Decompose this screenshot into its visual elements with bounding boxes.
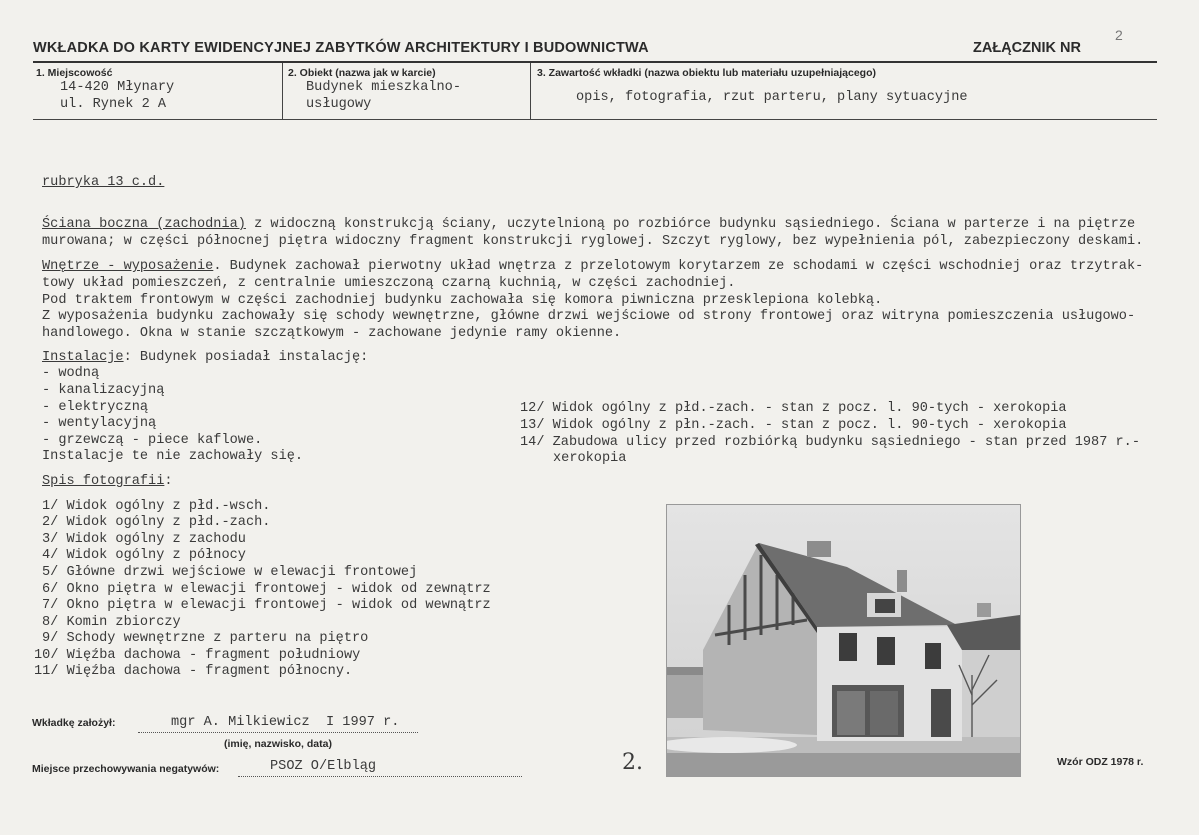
wall-text: z widoczną konstrukcją ściany, uczytelnioną po rozbiórce budynku sąsiedniego. Ściana w parterze i na piętrze	[245, 217, 1136, 232]
interior-paragraph-line2: towy układ pomieszczeń, z centralnie umieszczoną czarną kuchnią, w części zachodniej.	[42, 276, 736, 291]
fields-bottom-rule	[33, 119, 1157, 120]
attachment-label: ZAŁĄCZNIK NR	[973, 40, 1081, 56]
photo-list-item: 13/ Widok ogólny z płn.-zach. - stan z pocz. l. 90-tych - xerokopia	[520, 418, 1067, 433]
install-intro: : Budynek posiadał instalację:	[123, 350, 369, 365]
field-1-value-line2: ul. Rynek 2 A	[60, 97, 167, 112]
field-1-value-line1: 14-420 Młynary	[60, 80, 175, 95]
photo-number-handwritten: 2.	[622, 750, 643, 775]
photos-heading-line	[42, 474, 173, 489]
install-item: - grzewczą - piece kaflowe.	[42, 433, 263, 448]
wall-paragraph-line2: murowana; w części północnej piętra widoczny fragment konstrukcji ryglowej. Szczyt ryglowy, bez wypełnienia pól, zabezpieczony deskami.	[42, 234, 1144, 249]
interior-paragraph-line4: Z wyposażenia budynku zachowały się schody wewnętrzne, główne drzwi wejściowe od strony frontowej oraz witryna pomieszczenia usługowo-	[42, 309, 1136, 324]
photos-heading: Spis fotografii	[42, 474, 165, 489]
form-code: Wzór ODZ 1978 r.	[1057, 756, 1144, 768]
field-3-label: 3. Zawartość wkładki (nazwa obiektu lub materiału uzupełniającego)	[537, 67, 876, 79]
form-title: WKŁADKA DO KARTY EWIDENCYJNEJ ZABYTKÓW ARCHITEKTURY I BUDOWNICTWA	[33, 40, 649, 56]
photo-list-item: 3/ Widok ogólny z zachodu	[42, 532, 246, 547]
photo-list-item: 9/ Schody wewnętrzne z parteru na piętro	[42, 631, 369, 646]
building-photo-image	[667, 505, 1020, 776]
field-2-value-line1: Budynek mieszkalno-	[306, 80, 461, 95]
author-label: Wkładkę założył:	[32, 717, 116, 729]
field-3-value: opis, fotografia, rzut parteru, plany sytuacyjne	[576, 90, 968, 105]
wall-heading: Ściana boczna (zachodnia)	[42, 217, 246, 232]
wall-paragraph-line1	[42, 217, 1135, 232]
attachment-number: 2	[1115, 27, 1123, 43]
photos-heading-colon: :	[164, 474, 173, 489]
install-heading: Instalacje	[42, 350, 124, 365]
author-dotted-line	[138, 732, 418, 733]
photo-list-item: 4/ Widok ogólny z północy	[42, 548, 246, 563]
install-note: Instalacje te nie zachowały się.	[42, 449, 304, 464]
interior-heading: Wnętrze - wyposażenie	[42, 259, 214, 274]
storage-dotted-line	[238, 776, 522, 777]
storage-label: Miejsce przechowywania negatywów:	[32, 763, 220, 775]
field-2-label: 2. Obiekt (nazwa jak w karcie)	[288, 67, 436, 79]
header-rule	[33, 61, 1157, 63]
interior-paragraph-line1	[42, 259, 1143, 274]
author-value: mgr A. Milkiewicz I 1997 r.	[171, 715, 400, 730]
install-item: - elektryczną	[42, 400, 149, 415]
photo-list-item: 14/ Zabudowa ulicy przed rozbiórką budynku sąsiedniego - stan przed 1987 r.-	[520, 435, 1140, 450]
section-heading: rubryka 13 c.d.	[42, 175, 165, 190]
field-2-value-line2: usługowy	[306, 97, 372, 112]
interior-paragraph-line5: handlowego. Okna w stanie szczątkowym - zachowane jedynie ramy okienne.	[42, 326, 622, 341]
photo-list-item: 11/ Więźba dachowa - fragment północny.	[34, 664, 353, 679]
interior-paragraph-line3: Pod traktem frontowym w części zachodniej budynku zachowała się komora piwniczna przesklepiona kolebką.	[42, 293, 883, 308]
install-item: - wodną	[42, 366, 100, 381]
author-hint: (imię, nazwisko, data)	[224, 738, 332, 750]
photo-list-item: 8/ Komin zbiorczy	[42, 615, 181, 630]
field-divider	[530, 63, 531, 119]
storage-value: PSOZ O/Elbląg	[270, 759, 377, 774]
interior-text: . Budynek zachował pierwotny układ wnętrza z przelotowym korytarzem ze schodami w części wschodniej oraz trzytrak-	[213, 259, 1144, 274]
install-item: - kanalizacyjną	[42, 383, 165, 398]
photo-list-item: 5/ Główne drzwi wejściowe w elewacji frontowej	[42, 565, 418, 580]
photo-list-item: 1/ Widok ogólny z płd.-wsch.	[42, 499, 271, 514]
building-photograph	[666, 504, 1021, 777]
photo-list-item: 10/ Więźba dachowa - fragment południowy	[34, 648, 361, 663]
photo-list-item: 6/ Okno piętra w elewacji frontowej - widok od zewnątrz	[42, 582, 491, 597]
install-intro-line	[42, 350, 368, 365]
photo-list-item: 2/ Widok ogólny z płd.-zach.	[42, 515, 271, 530]
photo-list-item: 7/ Okno piętra w elewacji frontowej - widok od wewnątrz	[42, 598, 491, 613]
field-divider	[282, 63, 283, 119]
field-1-label: 1. Miejscowość	[36, 67, 113, 79]
install-item: - wentylacyjną	[42, 416, 157, 431]
photo-list-item: 12/ Widok ogólny z płd.-zach. - stan z pocz. l. 90-tych - xerokopia	[520, 401, 1067, 416]
photo-list-item: xerokopia	[553, 451, 627, 466]
